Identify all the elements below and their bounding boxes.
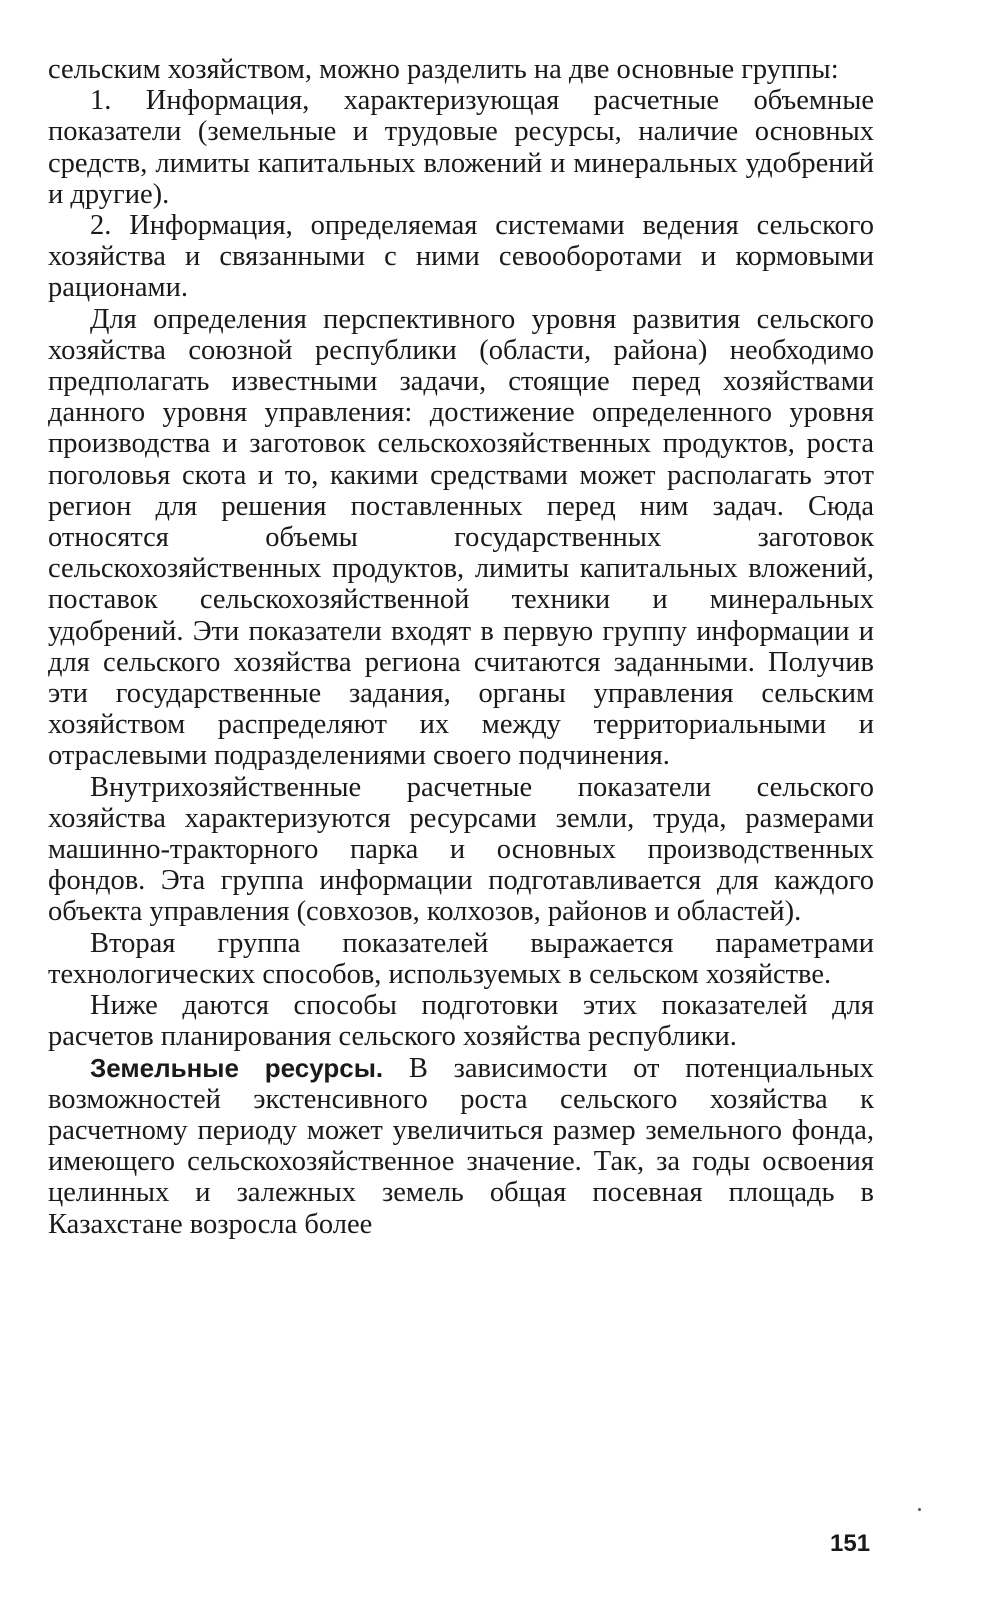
paragraph-methods-below: Ниже даются способы подготовки этих показателей для расчетов планирования сельского хозяйства республики. <box>48 990 874 1053</box>
land-resources-text: В зависимости от потенциальных возможностей экстенсивного роста сельского хозяйства к расчетному периоду может увеличиться размер земельного фонда, имеющего сельскохозяйственное значение. Так, за годы освоения целинных и залежных земель общая посевная площадь в Казахстане возросла более <box>48 1052 874 1240</box>
body-text <box>48 54 874 1240</box>
paragraph-second-group: Вторая группа показателей выражается параметрами технологических способов, используемых в сельском хозяйстве. <box>48 927 874 990</box>
page-number: 151 <box>830 1530 871 1557</box>
paragraph-continuation: сельским хозяйством, можно разделить на две основные группы: <box>48 54 839 85</box>
print-speck <box>918 1508 921 1511</box>
paragraph-perspective-level: Для определения перспективного уровня развития сельского хозяйства союзной республики (области, района) необходимо предполагать известными задачи, стоящие перед хозяйствами данного уровня управления: достижение определенного уровня производства и заготовок сельскохозяйственных продуктов, роста поголовья скота и то, какими средствами может располагать этот регион для решения поставленных перед ним задач. Сюда относятся объемы государственных заготовок сельскохозяйственных продуктов, лимиты капитальных вложений, поставок сельскохозяйственной техники и минеральных удобрений. Эти показатели входят в первую группу информации и для сельского хозяйства региона считаются заданными. Получив эти государственные задания, органы управления сельским хозяйством распределяют их между территориальными и отраслевыми подразделениями своего подчинения. <box>48 303 874 772</box>
land-resources-heading: Земельные ресурсы. <box>90 1052 384 1083</box>
paragraph-item-2: 2. Информация, определяемая системами ведения сельского хозяйства и связанными с ними севооборотами и кормовыми рационами. <box>48 210 874 304</box>
paragraph-land-resources <box>48 1053 874 1240</box>
paragraph-item-1: 1. Информация, характеризующая расчетные объемные показатели (земельные и трудовые ресурсы, наличие основных средств, лимиты капитальных вложений и минеральных удобрений и другие). <box>48 85 874 210</box>
paragraph-internal-indicators: Внутрихозяйственные расчетные показатели сельского хозяйства характеризуются ресурсами земли, труда, размерами машинно-тракторного парка и основных производственных фондов. Эта группа информации подготавливается для каждого объекта управления (совхозов, колхозов, районов и областей). <box>48 771 874 928</box>
